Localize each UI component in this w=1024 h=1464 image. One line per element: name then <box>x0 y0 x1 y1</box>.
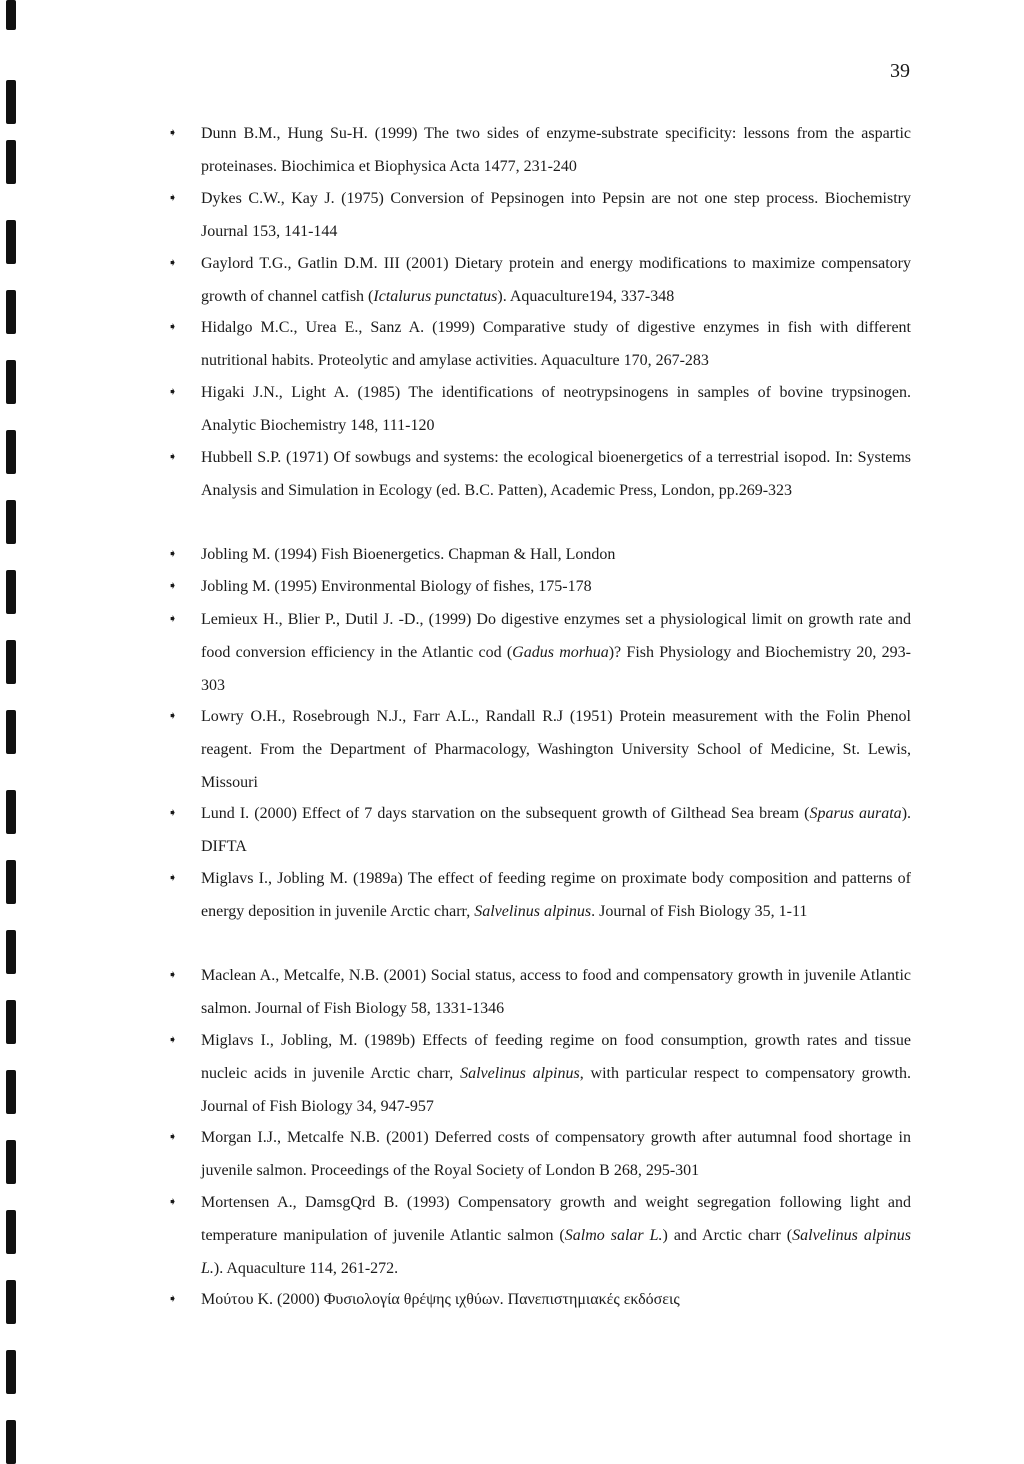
reference-text: Lemieux H., Blier P., Dutil J. -D., (1999) Do digestive enzymes set a physiological limit on growth rate and food conversion efficiency in the Atlantic cod ( <box>201 611 911 661</box>
binding-mark <box>6 1420 16 1464</box>
binding-edge <box>0 0 40 1464</box>
reference-entry <box>168 1121 911 1187</box>
binding-mark <box>6 1350 16 1394</box>
reference-text: Miglavs I., Jobling M. (1989a) The effect of feeding regime on proximate body composition and patterns of energy deposition in juvenile Arctic charr, <box>201 870 911 920</box>
reference-text: )? Fish Physiology and Biochemistry 20, 293-303 <box>201 644 911 694</box>
reference-text: Miglavs I., Jobling, M. (1989b) Effects of feeding regime on food consumption, growth rates and tissue nucleic acids in juvenile Arctic charr, <box>201 1032 911 1082</box>
reference-text: ). DIFTA <box>201 805 912 855</box>
binding-mark <box>6 640 16 684</box>
arrow-bullet-icon: ➧ <box>168 580 178 592</box>
binding-mark <box>6 570 16 614</box>
reference-text: Lowry O.H., Rosebrough N.J., Farr A.L., Randall R.J (1951) Protein measurement with the Folin Phenol reagent. From the Department of Pharmacology, Washington University School of Medicine, St. Lewis, Missouri <box>201 708 911 791</box>
reference-text: Hubbell S.P. (1971) Of sowbugs and systems: the ecological bioenergetics of a terrestrial isopod. In: Systems Analysis and Simulation in Ecology (ed. B.C. Patten), Academic Press, London, pp.269-323 <box>201 449 911 499</box>
arrow-bullet-icon: ➧ <box>168 613 178 625</box>
arrow-bullet-icon: ➧ <box>168 257 178 269</box>
species-name: Gadus morhua <box>512 644 609 661</box>
reference-entry <box>168 538 911 571</box>
reference-entry <box>168 117 911 183</box>
reference-text: Maclean A., Metcalfe, N.B. (2001) Social status, access to food and compensatory growth in juvenile Atlantic salmon. Journal of Fish Biology 58, 1331-1346 <box>201 967 911 1017</box>
reference-text: ) and Arctic charr ( <box>662 1227 793 1244</box>
binding-mark <box>6 1140 16 1184</box>
reference-entry <box>168 862 911 928</box>
reference-text: . Journal of Fish Biology 35, 1-11 <box>591 903 808 920</box>
binding-mark <box>6 1000 16 1044</box>
reference-text: Dykes C.W., Kay J. (1975) Conversion of Pepsinogen into Pepsin are not one step process. Biochemistry Journal 153, 141-144 <box>201 190 911 240</box>
binding-mark <box>6 80 16 124</box>
arrow-bullet-icon: ➧ <box>168 192 178 204</box>
reference-text: ). Aquaculture 114, 261-272. <box>213 1260 399 1277</box>
species-name: Sparus aurata <box>809 805 902 822</box>
arrow-bullet-icon: ➧ <box>168 321 178 333</box>
arrow-bullet-icon: ➧ <box>168 451 178 463</box>
reference-entry <box>168 1186 911 1285</box>
arrow-bullet-icon: ➧ <box>168 548 178 560</box>
reference-entry <box>168 441 911 507</box>
reference-text: Jobling M. (1994) Fish Bioenergetics. Chapman & Hall, London <box>201 546 616 563</box>
binding-mark <box>6 930 16 974</box>
reference-text: Gaylord T.G., Gatlin D.M. III (2001) Dietary protein and energy modifications to maximize compensatory growth of channel catfish ( <box>201 255 911 305</box>
arrow-bullet-icon: ➧ <box>168 969 178 981</box>
reference-entry <box>168 570 911 603</box>
reference-text: Μούτου Κ. (2000) Φυσιολογία θρέψης ιχθύων. Πανεπιστημιακές εκδόσεις <box>201 1291 680 1308</box>
reference-text: Morgan I.J., Metcalfe N.B. (2001) Deferred costs of compensatory growth after autumnal food shortage in juvenile salmon. Proceedings of the Royal Society of London B 268, 295-301 <box>201 1129 911 1179</box>
reference-entry <box>168 247 911 313</box>
arrow-bullet-icon: ➧ <box>168 386 178 398</box>
binding-mark <box>6 790 16 834</box>
reference-entry <box>168 1024 911 1123</box>
binding-mark <box>6 860 16 904</box>
reference-text: Hidalgo M.C., Urea E., Sanz A. (1999) Comparative study of digestive enzymes in fish with different nutritional habits. Proteolytic and amylase activities. Aquaculture 170, 267-283 <box>201 319 911 369</box>
arrow-bullet-icon: ➧ <box>168 1293 178 1305</box>
reference-text: Jobling M. (1995) Environmental Biology of fishes, 175-178 <box>201 578 592 595</box>
reference-entry <box>168 603 911 702</box>
reference-entry <box>168 959 911 1025</box>
reference-entry <box>168 1283 911 1316</box>
binding-mark <box>6 360 16 404</box>
species-name: Salvelinus alpinus L. <box>201 1227 911 1277</box>
binding-mark <box>6 1280 16 1324</box>
arrow-bullet-icon: ➧ <box>168 1196 178 1208</box>
reference-entry <box>168 797 912 863</box>
arrow-bullet-icon: ➧ <box>168 872 178 884</box>
binding-mark <box>6 1210 16 1254</box>
binding-mark <box>6 0 16 30</box>
reference-text: Dunn B.M., Hung Su-H. (1999) The two sides of enzyme-substrate specificity: lessons from the aspartic proteinases. Biochimica et Biophysica Acta 1477, 231-240 <box>201 125 911 175</box>
binding-mark <box>6 430 16 474</box>
reference-text: , with particular respect to compensatory growth. Journal of Fish Biology 34, 947-957 <box>201 1065 911 1115</box>
reference-text: ). Aquaculture194, 337-348 <box>497 288 675 305</box>
reference-entry <box>168 311 911 377</box>
species-name: Ictalurus punctatus <box>373 288 498 305</box>
binding-mark <box>6 140 16 184</box>
reference-text: Higaki J.N., Light A. (1985) The identifications of neotrypsinogens in samples of bovine trypsinogen. Analytic Biochemistry 148, 111-120 <box>201 384 911 434</box>
reference-text: Mortensen A., DamsgQrd B. (1993) Compensatory growth and weight segregation following light and temperature manipulation of juvenile Atlantic salmon ( <box>201 1194 911 1244</box>
binding-mark <box>6 500 16 544</box>
reference-text: Lund I. (2000) Effect of 7 days starvation on the subsequent growth of Gilthead Sea bream ( <box>201 805 810 822</box>
reference-entry <box>168 700 911 799</box>
binding-mark <box>6 710 16 754</box>
arrow-bullet-icon: ➧ <box>168 807 178 819</box>
species-name: Salmo salar L. <box>564 1227 663 1244</box>
reference-entry <box>168 182 911 248</box>
reference-entry <box>168 376 911 442</box>
species-name: Salvelinus alpinus <box>474 903 592 920</box>
binding-mark <box>6 1070 16 1114</box>
arrow-bullet-icon: ➧ <box>168 1034 178 1046</box>
arrow-bullet-icon: ➧ <box>168 1131 178 1143</box>
species-name: Salvelinus alpinus <box>460 1065 580 1082</box>
page-number: 39 <box>890 60 910 82</box>
arrow-bullet-icon: ➧ <box>168 127 178 139</box>
arrow-bullet-icon: ➧ <box>168 710 178 722</box>
binding-mark <box>6 220 16 264</box>
binding-mark <box>6 290 16 334</box>
